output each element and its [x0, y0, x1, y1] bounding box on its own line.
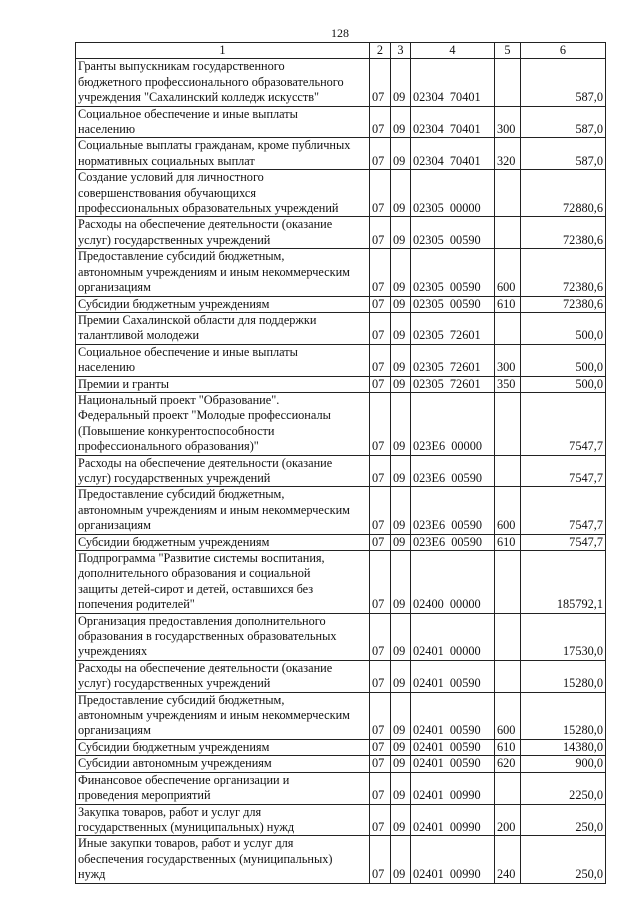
subsection-code-cell: 09 [391, 312, 411, 344]
amount-cell: 7547,7 [521, 487, 606, 534]
subsection-code-cell: 09 [391, 138, 411, 170]
table-row [76, 312, 606, 344]
amount-cell: 587,0 [521, 138, 606, 170]
item-name-cell: Социальное обеспечение и иные выплаты населению [76, 106, 370, 138]
table-row [76, 534, 606, 550]
expense-type-cell: 610 [495, 296, 521, 312]
target-article-cell: 023E6 00590 [411, 455, 495, 487]
expense-type-cell: 610 [495, 534, 521, 550]
subsection-code-cell: 09 [391, 106, 411, 138]
table-row [76, 217, 606, 249]
section-code-cell: 07 [370, 551, 391, 614]
target-article-cell: 02305 00590 [411, 217, 495, 249]
subsection-code-cell: 09 [391, 660, 411, 692]
subsection-code-cell: 09 [391, 613, 411, 660]
amount-cell: 2250,0 [521, 772, 606, 804]
section-code-cell: 07 [370, 344, 391, 376]
item-name-cell: Национальный проект "Образование". Федеральный проект "Молодые профессионалы (Повышение конкурентоспособности профессионального образования)" [76, 392, 370, 455]
expense-type-cell [495, 392, 521, 455]
table-row [76, 455, 606, 487]
amount-cell: 7547,7 [521, 392, 606, 455]
table-row [76, 170, 606, 217]
item-name-cell: Субсидии бюджетным учреждениям [76, 534, 370, 550]
target-article-cell: 02305 00590 [411, 249, 495, 296]
target-article-cell: 023E6 00590 [411, 534, 495, 550]
target-article-cell: 02401 00590 [411, 739, 495, 755]
item-name-cell: Субсидии бюджетным учреждениям [76, 739, 370, 755]
subsection-code-cell: 09 [391, 170, 411, 217]
amount-cell: 17530,0 [521, 613, 606, 660]
budget-table [75, 42, 606, 884]
target-article-cell: 02304 70401 [411, 138, 495, 170]
amount-cell: 587,0 [521, 59, 606, 106]
subsection-code-cell: 09 [391, 392, 411, 455]
item-name-cell: Социальные выплаты гражданам, кроме публичных нормативных социальных выплат [76, 138, 370, 170]
subsection-code-cell: 09 [391, 376, 411, 392]
target-article-cell: 02304 70401 [411, 106, 495, 138]
item-name-cell: Субсидии автономным учреждениям [76, 756, 370, 772]
target-article-cell: 02400 00000 [411, 551, 495, 614]
amount-cell: 250,0 [521, 836, 606, 883]
expense-type-cell: 610 [495, 739, 521, 755]
table-row [76, 59, 606, 106]
section-code-cell: 07 [370, 106, 391, 138]
table-row [76, 660, 606, 692]
amount-cell: 72380,6 [521, 217, 606, 249]
table-row [76, 392, 606, 455]
amount-cell: 72380,6 [521, 249, 606, 296]
amount-cell: 500,0 [521, 312, 606, 344]
target-article-cell: 02305 00000 [411, 170, 495, 217]
target-article-cell: 02305 72601 [411, 312, 495, 344]
amount-cell: 14380,0 [521, 739, 606, 755]
table-row [76, 756, 606, 772]
subsection-code-cell: 09 [391, 692, 411, 739]
table-row [76, 249, 606, 296]
amount-cell: 900,0 [521, 756, 606, 772]
subsection-code-cell: 09 [391, 534, 411, 550]
table-row [76, 836, 606, 883]
table-row [76, 613, 606, 660]
target-article-cell: 02305 00590 [411, 296, 495, 312]
item-name-cell: Субсидии бюджетным учреждениям [76, 296, 370, 312]
item-name-cell: Расходы на обеспечение деятельности (оказание услуг) государственных учреждений [76, 217, 370, 249]
subsection-code-cell: 09 [391, 249, 411, 296]
section-code-cell: 07 [370, 138, 391, 170]
item-name-cell: Создание условий для личностного совершенствования обучающихся профессиональных образовательных учреждений [76, 170, 370, 217]
section-code-cell: 07 [370, 217, 391, 249]
subsection-code-cell: 09 [391, 296, 411, 312]
section-code-cell: 07 [370, 836, 391, 883]
table-row [76, 804, 606, 836]
amount-cell: 500,0 [521, 376, 606, 392]
target-article-cell: 02305 72601 [411, 344, 495, 376]
subsection-code-cell: 09 [391, 836, 411, 883]
target-article-cell: 02401 00990 [411, 804, 495, 836]
expense-type-cell [495, 312, 521, 344]
subsection-code-cell: 09 [391, 739, 411, 755]
section-code-cell: 07 [370, 392, 391, 455]
section-code-cell: 07 [370, 692, 391, 739]
expense-type-cell: 620 [495, 756, 521, 772]
section-code-cell: 07 [370, 376, 391, 392]
item-name-cell: Финансовое обеспечение организации и проведения мероприятий [76, 772, 370, 804]
expense-type-cell [495, 660, 521, 692]
subsection-code-cell: 09 [391, 344, 411, 376]
table-row [76, 487, 606, 534]
target-article-cell: 02305 72601 [411, 376, 495, 392]
target-article-cell: 02401 00000 [411, 613, 495, 660]
expense-type-cell: 320 [495, 138, 521, 170]
table-row [76, 344, 606, 376]
amount-cell: 185792,1 [521, 551, 606, 614]
table-row [76, 138, 606, 170]
section-code-cell: 07 [370, 455, 391, 487]
section-code-cell: 07 [370, 739, 391, 755]
target-article-cell: 02401 00590 [411, 756, 495, 772]
expense-type-cell: 300 [495, 106, 521, 138]
column-header: 4 [411, 43, 495, 59]
target-article-cell: 02401 00590 [411, 692, 495, 739]
target-article-cell: 02401 00990 [411, 772, 495, 804]
amount-cell: 15280,0 [521, 660, 606, 692]
amount-cell: 250,0 [521, 804, 606, 836]
subsection-code-cell: 09 [391, 772, 411, 804]
section-code-cell: 07 [370, 249, 391, 296]
item-name-cell: Расходы на обеспечение деятельности (оказание услуг) государственных учреждений [76, 660, 370, 692]
subsection-code-cell: 09 [391, 455, 411, 487]
column-header: 1 [76, 43, 370, 59]
section-code-cell: 07 [370, 534, 391, 550]
amount-cell: 72880,6 [521, 170, 606, 217]
target-article-cell: 02304 70401 [411, 59, 495, 106]
expense-type-cell: 350 [495, 376, 521, 392]
subsection-code-cell: 09 [391, 756, 411, 772]
page-number: 128 [331, 26, 349, 40]
amount-cell: 500,0 [521, 344, 606, 376]
subsection-code-cell: 09 [391, 59, 411, 106]
column-header: 2 [370, 43, 391, 59]
section-code-cell: 07 [370, 59, 391, 106]
expense-type-cell: 600 [495, 487, 521, 534]
item-name-cell: Премии и гранты [76, 376, 370, 392]
item-name-cell: Предоставление субсидий бюджетным, автономным учреждениям и иным некоммерческим организациям [76, 487, 370, 534]
amount-cell: 7547,7 [521, 455, 606, 487]
table-row [76, 551, 606, 614]
amount-cell: 15280,0 [521, 692, 606, 739]
expense-type-cell: 600 [495, 249, 521, 296]
table-row [76, 772, 606, 804]
column-header: 6 [521, 43, 606, 59]
target-article-cell: 02401 00990 [411, 836, 495, 883]
expense-type-cell: 600 [495, 692, 521, 739]
item-name-cell: Гранты выпускникам государственного бюджетного профессионального образовательного учреждения "Сахалинский колледж искусств" [76, 59, 370, 106]
item-name-cell: Предоставление субсидий бюджетным, автономным учреждениям и иным некоммерческим организациям [76, 249, 370, 296]
item-name-cell: Иные закупки товаров, работ и услуг для обеспечения государственных (муниципальных) нужд [76, 836, 370, 883]
expense-type-cell [495, 772, 521, 804]
subsection-code-cell: 09 [391, 217, 411, 249]
table-row [76, 296, 606, 312]
amount-cell: 72380,6 [521, 296, 606, 312]
target-article-cell: 02401 00590 [411, 660, 495, 692]
item-name-cell: Закупка товаров, работ и услуг для государственных (муниципальных) нужд [76, 804, 370, 836]
expense-type-cell: 240 [495, 836, 521, 883]
subsection-code-cell: 09 [391, 551, 411, 614]
section-code-cell: 07 [370, 296, 391, 312]
column-header: 5 [495, 43, 521, 59]
expense-type-cell [495, 613, 521, 660]
item-name-cell: Предоставление субсидий бюджетным, автономным учреждениям и иным некоммерческим организациям [76, 692, 370, 739]
expense-type-cell [495, 217, 521, 249]
table-row [76, 739, 606, 755]
target-article-cell: 023E6 00590 [411, 487, 495, 534]
expense-type-cell [495, 551, 521, 614]
section-code-cell: 07 [370, 613, 391, 660]
expense-type-cell: 300 [495, 344, 521, 376]
item-name-cell: Расходы на обеспечение деятельности (оказание услуг) государственных учреждений [76, 455, 370, 487]
item-name-cell: Премии Сахалинской области для поддержки талантливой молодежи [76, 312, 370, 344]
expense-type-cell [495, 455, 521, 487]
table-body [76, 59, 606, 883]
subsection-code-cell: 09 [391, 487, 411, 534]
amount-cell: 587,0 [521, 106, 606, 138]
section-code-cell: 07 [370, 487, 391, 534]
item-name-cell: Организация предоставления дополнительного образования в государственных образовательных учреждениях [76, 613, 370, 660]
table-header [76, 43, 606, 59]
section-code-cell: 07 [370, 772, 391, 804]
table-row [76, 376, 606, 392]
expense-type-cell [495, 59, 521, 106]
section-code-cell: 07 [370, 756, 391, 772]
section-code-cell: 07 [370, 804, 391, 836]
header-row [76, 43, 606, 59]
expense-type-cell: 200 [495, 804, 521, 836]
section-code-cell: 07 [370, 312, 391, 344]
section-code-cell: 07 [370, 170, 391, 217]
subsection-code-cell: 09 [391, 804, 411, 836]
expense-type-cell [495, 170, 521, 217]
table-row [76, 106, 606, 138]
item-name-cell: Подпрограмма "Развитие системы воспитания, дополнительного образования и социальной защиты детей-сирот и детей, оставшихся без попечения родителей" [76, 551, 370, 614]
target-article-cell: 023E6 00000 [411, 392, 495, 455]
item-name-cell: Социальное обеспечение и иные выплаты населению [76, 344, 370, 376]
column-header: 3 [391, 43, 411, 59]
section-code-cell: 07 [370, 660, 391, 692]
amount-cell: 7547,7 [521, 534, 606, 550]
table-row [76, 692, 606, 739]
